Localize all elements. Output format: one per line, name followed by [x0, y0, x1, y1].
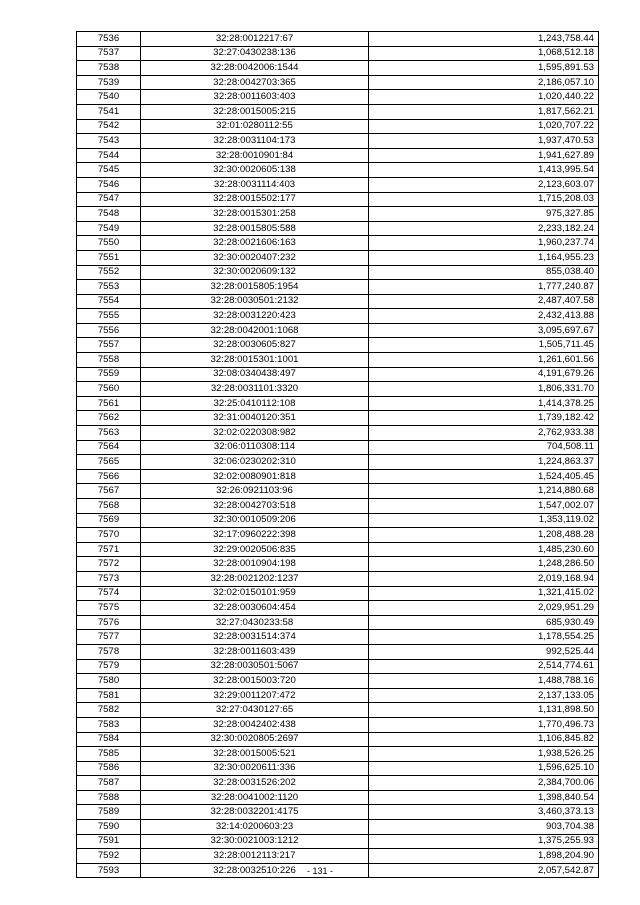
table-row — [77, 615, 599, 630]
row-number-cell: 7580 — [77, 674, 141, 689]
row-number-cell: 7581 — [77, 688, 141, 703]
table-row — [77, 586, 599, 601]
amount-cell: 1,898,204.90 — [369, 849, 599, 864]
amount-cell: 1,595,891.53 — [369, 61, 599, 76]
row-number-cell: 7539 — [77, 75, 141, 90]
table-row — [77, 571, 599, 586]
table-row — [77, 557, 599, 572]
cadastral-code-cell: 32:28:0031101:3320 — [141, 382, 369, 397]
table-row — [77, 499, 599, 514]
table-row — [77, 542, 599, 557]
cadastral-code-cell: 32:06:0230202:310 — [141, 455, 369, 470]
cadastral-code-cell: 32:30:0020611:336 — [141, 761, 369, 776]
row-number-cell: 7569 — [77, 513, 141, 528]
table-row — [77, 790, 599, 805]
amount-cell: 2,514,774.61 — [369, 659, 599, 674]
cadastral-code-cell: 32:28:0032510:226 — [141, 863, 369, 878]
row-number-cell: 7547 — [77, 192, 141, 207]
amount-cell: 1,106,845.82 — [369, 732, 599, 747]
cadastral-code-cell: 32:30:0020609:132 — [141, 265, 369, 280]
row-number-cell: 7568 — [77, 499, 141, 514]
cadastral-code-cell: 32:30:0010509:206 — [141, 513, 369, 528]
cadastral-code-cell: 32:28:0042703:518 — [141, 499, 369, 514]
table-row — [77, 484, 599, 499]
table-row — [77, 323, 599, 338]
table-row — [77, 834, 599, 849]
amount-cell: 1,020,440.22 — [369, 90, 599, 105]
table-row — [77, 177, 599, 192]
table-row — [77, 90, 599, 105]
row-number-cell: 7571 — [77, 542, 141, 557]
row-number-cell: 7536 — [77, 32, 141, 47]
table-row — [77, 674, 599, 689]
table-row — [77, 659, 599, 674]
cadastral-code-cell: 32:28:0030605:827 — [141, 338, 369, 353]
table-row — [77, 221, 599, 236]
amount-cell: 1,398,840.54 — [369, 790, 599, 805]
amount-cell: 2,432,413.88 — [369, 309, 599, 324]
row-number-cell: 7559 — [77, 367, 141, 382]
amount-cell: 1,524,405.45 — [369, 469, 599, 484]
cadastral-code-cell: 32:28:0015805:1954 — [141, 280, 369, 295]
row-number-cell: 7545 — [77, 163, 141, 178]
cadastral-code-cell: 32:01:0280112:55 — [141, 119, 369, 134]
row-number-cell: 7579 — [77, 659, 141, 674]
cadastral-code-cell: 32:27:0430233:58 — [141, 615, 369, 630]
row-number-cell: 7541 — [77, 104, 141, 119]
amount-cell: 1,353,119.02 — [369, 513, 599, 528]
table-row — [77, 820, 599, 835]
row-number-cell: 7563 — [77, 426, 141, 441]
table-row — [77, 644, 599, 659]
amount-cell: 2,233,182.24 — [369, 221, 599, 236]
amount-cell: 903,704.38 — [369, 820, 599, 835]
cadastral-code-cell: 32:28:0042001:1068 — [141, 323, 369, 338]
amount-cell: 1,817,562.21 — [369, 104, 599, 119]
table-row — [77, 630, 599, 645]
amount-cell: 3,460,373.13 — [369, 805, 599, 820]
cadastral-code-cell: 32:08:0340438:497 — [141, 367, 369, 382]
amount-cell: 1,596,625.10 — [369, 761, 599, 776]
amount-cell: 1,164,955.23 — [369, 250, 599, 265]
amount-cell: 2,137,133.05 — [369, 688, 599, 703]
amount-cell: 1,938,526.25 — [369, 747, 599, 762]
cadastral-code-cell: 32:28:0031220:423 — [141, 309, 369, 324]
amount-cell: 1,131,898.50 — [369, 703, 599, 718]
table-row — [77, 207, 599, 222]
table-row — [77, 192, 599, 207]
page-number: - 131 - — [306, 866, 333, 876]
row-number-cell: 7548 — [77, 207, 141, 222]
table-row — [77, 148, 599, 163]
table-row — [77, 426, 599, 441]
row-number-cell: 7593 — [77, 863, 141, 878]
cadastral-code-cell: 32:28:0015005:215 — [141, 104, 369, 119]
table-row — [77, 236, 599, 251]
row-number-cell: 7587 — [77, 776, 141, 791]
ledger-body — [77, 32, 599, 878]
amount-cell: 2,123,603.07 — [369, 177, 599, 192]
amount-cell: 2,029,951.29 — [369, 601, 599, 616]
cadastral-code-cell: 32:14:0200603:23 — [141, 820, 369, 835]
table-row — [77, 776, 599, 791]
row-number-cell: 7566 — [77, 469, 141, 484]
row-number-cell: 7562 — [77, 411, 141, 426]
table-row — [77, 75, 599, 90]
cadastral-code-cell: 32:06:0110308:114 — [141, 440, 369, 455]
amount-cell: 855,038.40 — [369, 265, 599, 280]
cadastral-code-cell: 32:28:0015805:588 — [141, 221, 369, 236]
amount-cell: 1,248,286.50 — [369, 557, 599, 572]
amount-cell: 1,770,496.73 — [369, 717, 599, 732]
row-number-cell: 7577 — [77, 630, 141, 645]
amount-cell: 2,019,168.94 — [369, 571, 599, 586]
row-number-cell: 7592 — [77, 849, 141, 864]
cadastral-code-cell: 32:29:0011207:472 — [141, 688, 369, 703]
cadastral-code-cell: 32:31:0040120:351 — [141, 411, 369, 426]
amount-cell: 1,960,237.74 — [369, 236, 599, 251]
amount-cell: 1,214,880.68 — [369, 484, 599, 499]
amount-cell: 1,488,788.16 — [369, 674, 599, 689]
row-number-cell: 7565 — [77, 455, 141, 470]
table-row — [77, 455, 599, 470]
table-row — [77, 411, 599, 426]
row-number-cell: 7544 — [77, 148, 141, 163]
cadastral-code-cell: 32:30:0020805:2697 — [141, 732, 369, 747]
amount-cell: 1,375,255.93 — [369, 834, 599, 849]
cadastral-code-cell: 32:28:0021606:163 — [141, 236, 369, 251]
amount-cell: 1,224,863.37 — [369, 455, 599, 470]
amount-cell: 1,261,601.56 — [369, 353, 599, 368]
cadastral-code-cell: 32:27:0430127:65 — [141, 703, 369, 718]
table-row — [77, 250, 599, 265]
amount-cell: 1,777,240.87 — [369, 280, 599, 295]
amount-cell: 2,762,933.38 — [369, 426, 599, 441]
amount-cell: 1,414,378.25 — [369, 396, 599, 411]
row-number-cell: 7590 — [77, 820, 141, 835]
amount-cell: 1,485,230.60 — [369, 542, 599, 557]
table-row — [77, 688, 599, 703]
table-row — [77, 747, 599, 762]
table-row — [77, 469, 599, 484]
table-row — [77, 382, 599, 397]
table-row — [77, 732, 599, 747]
row-number-cell: 7574 — [77, 586, 141, 601]
row-number-cell: 7551 — [77, 250, 141, 265]
amount-cell: 1,505,711.45 — [369, 338, 599, 353]
row-number-cell: 7560 — [77, 382, 141, 397]
amount-cell: 3,095,697.67 — [369, 323, 599, 338]
cadastral-code-cell: 32:02:0080901:818 — [141, 469, 369, 484]
table-row — [77, 849, 599, 864]
cadastral-code-cell: 32:28:0012217:67 — [141, 32, 369, 47]
cadastral-code-cell: 32:28:0042703:365 — [141, 75, 369, 90]
cadastral-code-cell: 32:02:0150101:959 — [141, 586, 369, 601]
table-row — [77, 265, 599, 280]
cadastral-code-cell: 32:28:0021202:1237 — [141, 571, 369, 586]
table-row — [77, 717, 599, 732]
row-number-cell: 7586 — [77, 761, 141, 776]
table-row — [77, 353, 599, 368]
amount-cell: 685,930.49 — [369, 615, 599, 630]
row-number-cell: 7546 — [77, 177, 141, 192]
amount-cell: 1,178,554.25 — [369, 630, 599, 645]
amount-cell: 1,739,182.42 — [369, 411, 599, 426]
ledger-table — [76, 31, 599, 878]
cadastral-code-cell: 32:28:0031114:403 — [141, 177, 369, 192]
amount-cell: 1,243,758.44 — [369, 32, 599, 47]
row-number-cell: 7573 — [77, 571, 141, 586]
amount-cell: 1,547,002.07 — [369, 499, 599, 514]
table-row — [77, 309, 599, 324]
row-number-cell: 7578 — [77, 644, 141, 659]
cadastral-code-cell: 32:30:0021003:1212 — [141, 834, 369, 849]
row-number-cell: 7538 — [77, 61, 141, 76]
amount-cell: 1,937,470.53 — [369, 134, 599, 149]
amount-cell: 1,715,208.03 — [369, 192, 599, 207]
row-number-cell: 7542 — [77, 119, 141, 134]
row-number-cell: 7557 — [77, 338, 141, 353]
row-number-cell: 7570 — [77, 528, 141, 543]
row-number-cell: 7550 — [77, 236, 141, 251]
cadastral-code-cell: 32:27:0430238:136 — [141, 46, 369, 61]
cadastral-code-cell: 32:28:0010901:84 — [141, 148, 369, 163]
cadastral-code-cell: 32:28:0030604:454 — [141, 601, 369, 616]
amount-cell: 1,413,995.54 — [369, 163, 599, 178]
amount-cell: 1,068,512.18 — [369, 46, 599, 61]
cadastral-code-cell: 32:28:0031526:202 — [141, 776, 369, 791]
amount-cell: 2,186,057.10 — [369, 75, 599, 90]
amount-cell: 1,321,415.02 — [369, 586, 599, 601]
row-number-cell: 7554 — [77, 294, 141, 309]
table-row — [77, 61, 599, 76]
row-number-cell: 7585 — [77, 747, 141, 762]
cadastral-code-cell: 32:28:0042402:438 — [141, 717, 369, 732]
table-row — [77, 805, 599, 820]
table-row — [77, 32, 599, 47]
cadastral-code-cell: 32:28:0015005:521 — [141, 747, 369, 762]
row-number-cell: 7589 — [77, 805, 141, 820]
cadastral-code-cell: 32:29:0020506:835 — [141, 542, 369, 557]
amount-cell: 2,057,542.87 — [369, 863, 599, 878]
cadastral-code-cell: 32:28:0030501:2132 — [141, 294, 369, 309]
cadastral-code-cell: 32:30:0020605:138 — [141, 163, 369, 178]
row-number-cell: 7591 — [77, 834, 141, 849]
row-number-cell: 7549 — [77, 221, 141, 236]
cadastral-code-cell: 32:28:0011603:439 — [141, 644, 369, 659]
row-number-cell: 7556 — [77, 323, 141, 338]
table-row — [77, 294, 599, 309]
row-number-cell: 7575 — [77, 601, 141, 616]
table-row — [77, 396, 599, 411]
table-row — [77, 163, 599, 178]
row-number-cell: 7552 — [77, 265, 141, 280]
cadastral-code-cell: 32:28:0042006:1544 — [141, 61, 369, 76]
table-row — [77, 703, 599, 718]
table-row — [77, 338, 599, 353]
row-number-cell: 7555 — [77, 309, 141, 324]
cadastral-code-cell: 32:28:0030501:5067 — [141, 659, 369, 674]
cadastral-code-cell: 32:28:0031514:374 — [141, 630, 369, 645]
table-row — [77, 761, 599, 776]
amount-cell: 2,487,407.58 — [369, 294, 599, 309]
cadastral-code-cell: 32:26:0921103:96 — [141, 484, 369, 499]
cadastral-code-cell: 32:30:0020407:232 — [141, 250, 369, 265]
row-number-cell: 7558 — [77, 353, 141, 368]
table-row — [77, 134, 599, 149]
amount-cell: 1,020,707.22 — [369, 119, 599, 134]
amount-cell: 1,208,488.28 — [369, 528, 599, 543]
table-row — [77, 367, 599, 382]
amount-cell: 1,806,331.70 — [369, 382, 599, 397]
row-number-cell: 7572 — [77, 557, 141, 572]
row-number-cell: 7576 — [77, 615, 141, 630]
table-row — [77, 440, 599, 455]
row-number-cell: 7553 — [77, 280, 141, 295]
cadastral-code-cell: 32:28:0015502:177 — [141, 192, 369, 207]
amount-cell: 992,525.44 — [369, 644, 599, 659]
row-number-cell: 7540 — [77, 90, 141, 105]
table-row — [77, 119, 599, 134]
cadastral-code-cell: 32:02:0220308:982 — [141, 426, 369, 441]
cadastral-code-cell: 32:28:0015301:258 — [141, 207, 369, 222]
row-number-cell: 7561 — [77, 396, 141, 411]
cadastral-code-cell: 32:28:0015301:1001 — [141, 353, 369, 368]
table-row — [77, 46, 599, 61]
cadastral-code-cell: 32:25:0410112:108 — [141, 396, 369, 411]
cadastral-code-cell: 32:28:0012113:217 — [141, 849, 369, 864]
cadastral-code-cell: 32:28:0031104:173 — [141, 134, 369, 149]
amount-cell: 975,327.85 — [369, 207, 599, 222]
row-number-cell: 7564 — [77, 440, 141, 455]
table-row — [77, 601, 599, 616]
row-number-cell: 7583 — [77, 717, 141, 732]
row-number-cell: 7537 — [77, 46, 141, 61]
table-row — [77, 280, 599, 295]
amount-cell: 704,508.11 — [369, 440, 599, 455]
cadastral-code-cell: 32:28:0041002:1120 — [141, 790, 369, 805]
row-number-cell: 7588 — [77, 790, 141, 805]
cadastral-code-cell: 32:28:0032201:4175 — [141, 805, 369, 820]
cadastral-code-cell: 32:28:0015003:720 — [141, 674, 369, 689]
amount-cell: 4,191,679.26 — [369, 367, 599, 382]
row-number-cell: 7567 — [77, 484, 141, 499]
row-number-cell: 7543 — [77, 134, 141, 149]
cadastral-code-cell: 32:28:0011603:403 — [141, 90, 369, 105]
amount-cell: 1,941,627.89 — [369, 148, 599, 163]
amount-cell: 2,384,700.06 — [369, 776, 599, 791]
table-row — [77, 104, 599, 119]
row-number-cell: 7584 — [77, 732, 141, 747]
row-number-cell: 7582 — [77, 703, 141, 718]
table-row — [77, 513, 599, 528]
cadastral-code-cell: 32:28:0010904:198 — [141, 557, 369, 572]
cadastral-code-cell: 32:17:0960222:398 — [141, 528, 369, 543]
table-row — [77, 528, 599, 543]
